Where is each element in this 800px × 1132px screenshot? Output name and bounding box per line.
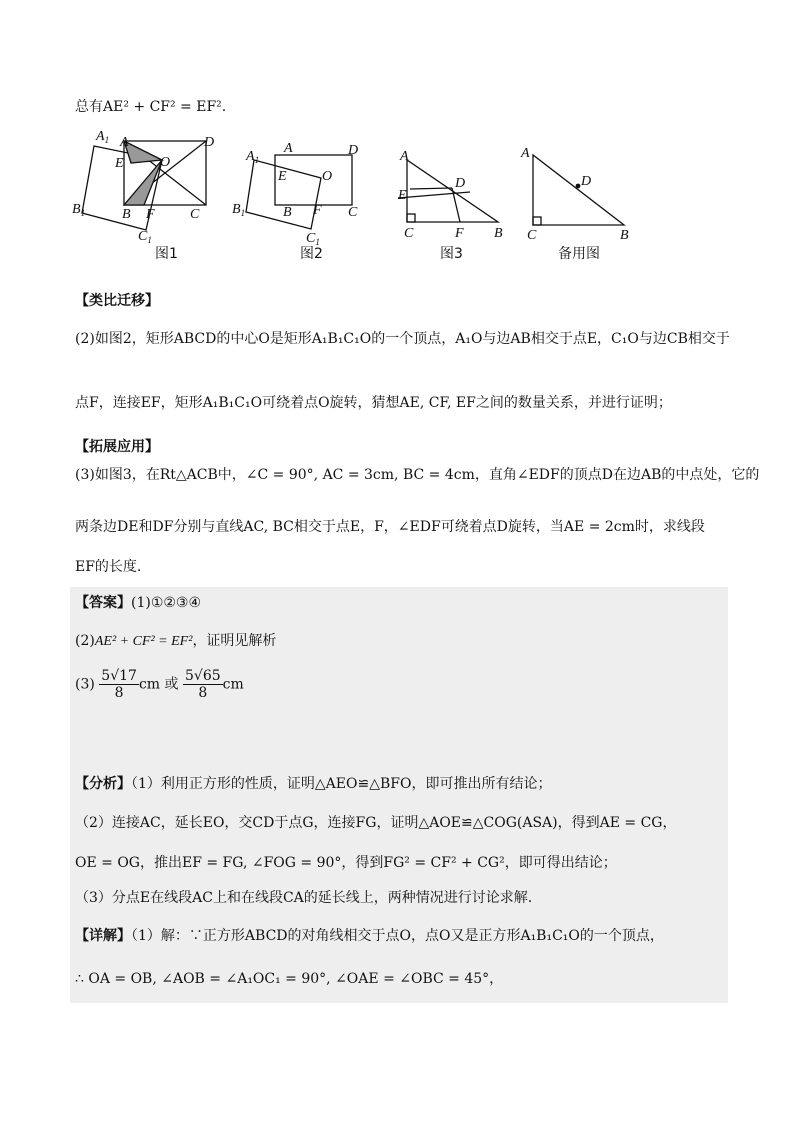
fig4-point-d [576,184,581,189]
svg-text:C: C [527,228,537,243]
answer-a2-prefix: (2) [75,633,95,649]
analysis-line4: （3）分点E在线段AC上和在线段CA的延长线上，两种情况进行讨论求解. [75,890,533,906]
svg-text:C: C [190,207,200,222]
svg-text:F: F [455,226,464,241]
answer-label: 【答案】 [75,595,131,611]
svg-text:D: D [455,176,466,191]
detail-p2-end: ， [489,971,504,987]
analysis-label: 【分析】 [75,776,131,792]
q3-line2: 两条边DE和DF分别与直线AC, BC相交于点E，F，∠EDF可绕着点D旋转，当AE = 2cm时，求线段 [75,519,705,535]
svg-text:A: A [120,135,129,150]
svg-text:D: D [581,174,592,189]
svg-text:E: E [278,169,287,184]
answer-line1 [75,592,201,612]
analysis-p1: （1）利用正方形的性质，证明△AEO≌△BFO，即可推出所有结论； [131,776,552,792]
answer-a3-prefix: (3) [75,676,95,693]
caption-fig3: 图3 [440,246,463,262]
svg-text:F: F [146,207,155,222]
answer-line3 [75,668,244,701]
svg-text:C1: $C_1$ [138,229,152,245]
svg-text:C: C [348,205,358,220]
intro-line: 总有AE² + CF² = EF². [75,99,227,115]
svg-text:A: A [521,146,530,161]
svg-text:B: B [122,207,131,222]
detail-p1: （1）解：∵正方形ABCD的对角线相交于点O，点O又是正方形A₁B₁C₁O的一个顶点， [131,928,664,944]
caption-fig2: 图2 [300,246,323,262]
svg-text:C1: $C_1$ [306,231,320,247]
svg-text:A: A [400,149,409,164]
detail-label: 【详解】 [75,928,131,944]
analysis-line1 [75,773,551,793]
detail-line1 [75,925,664,945]
svg-text:B: B [620,228,629,243]
svg-text:D: D [348,143,359,158]
fig4-triangle-acb [533,155,624,225]
svg-text:O: O [160,155,171,170]
analysis-line2: （2）连接AC，延长EO，交CD于点G，连接FG，证明△AOE≌△COG(ASA)，得到AE = CG， [75,815,677,831]
answer-a3-frac2: $\frac{5√65}{8}$ [184,668,221,701]
answer-a3-unit2: cm [222,676,244,693]
svg-text:D: D [204,135,215,150]
analysis-line3: OE = OG，推出EF = FG, ∠FOG = 90°，得到FG² = CF² + CG²，即可得出结论； [75,855,617,871]
svg-text:A1: $A_1$ [246,149,260,165]
q3-line3: EF的长度. [75,559,142,575]
svg-text:A1: $A_1$ [96,129,110,145]
detail-p2: ∴ OA = OB, ∠AOB = ∠A₁OC₁ = 90°, ∠OAE = ∠OBC = 45° [75,971,490,987]
answer-a3-or: 或 [164,676,179,693]
svg-text:B: B [283,205,292,220]
svg-text:F: F [313,203,322,218]
answer-a2-formula: AE² + CF² = EF² [94,634,193,649]
svg-text:C: C [404,226,414,241]
svg-text:B: B [494,226,503,241]
answer-a3-frac1: $\frac{5√17}{8}$ [101,668,137,701]
fig1-shaded-aeo [124,141,162,163]
section-extension: 【拓展应用】 [75,439,159,455]
svg-text:O: O [322,169,333,184]
q2-line2: 点F，连接EF，矩形A₁B₁C₁O可绕着点O旋转，猜想AE, CF, EF之间的数量关系，并进行证明； [75,395,672,411]
detail-line2 [75,968,503,988]
svg-text:B1: $B_1$ [232,202,246,218]
answer-a1: (1)①②③④ [131,595,202,611]
caption-fig4: 备用图 [558,246,600,262]
svg-text:E: E [115,156,124,171]
answer-line2 [75,630,276,650]
q3-line1: (3)如图3，在Rt△ACB中，∠C = 90°, AC = 3cm, BC = 4cm，直角∠EDF的顶点D在边AB的中点处，它的 [75,467,760,483]
q2-line1: (2)如图2，矩形ABCD的中心O是矩形A₁B₁C₁O的一个顶点，A₁O与边AB相交于点E，C₁O与边CB相交于 [75,331,730,347]
answer-a3-unit1: cm [138,676,161,693]
svg-text:E: E [398,188,407,203]
svg-text:B1: $B_1$ [72,202,86,218]
section-analogy: 【类比迁移】 [75,293,159,309]
svg-text:A: A [284,141,293,156]
caption-fig1: 图1 [155,246,178,262]
answer-a2-suffix: ，证明见解析 [192,633,277,649]
